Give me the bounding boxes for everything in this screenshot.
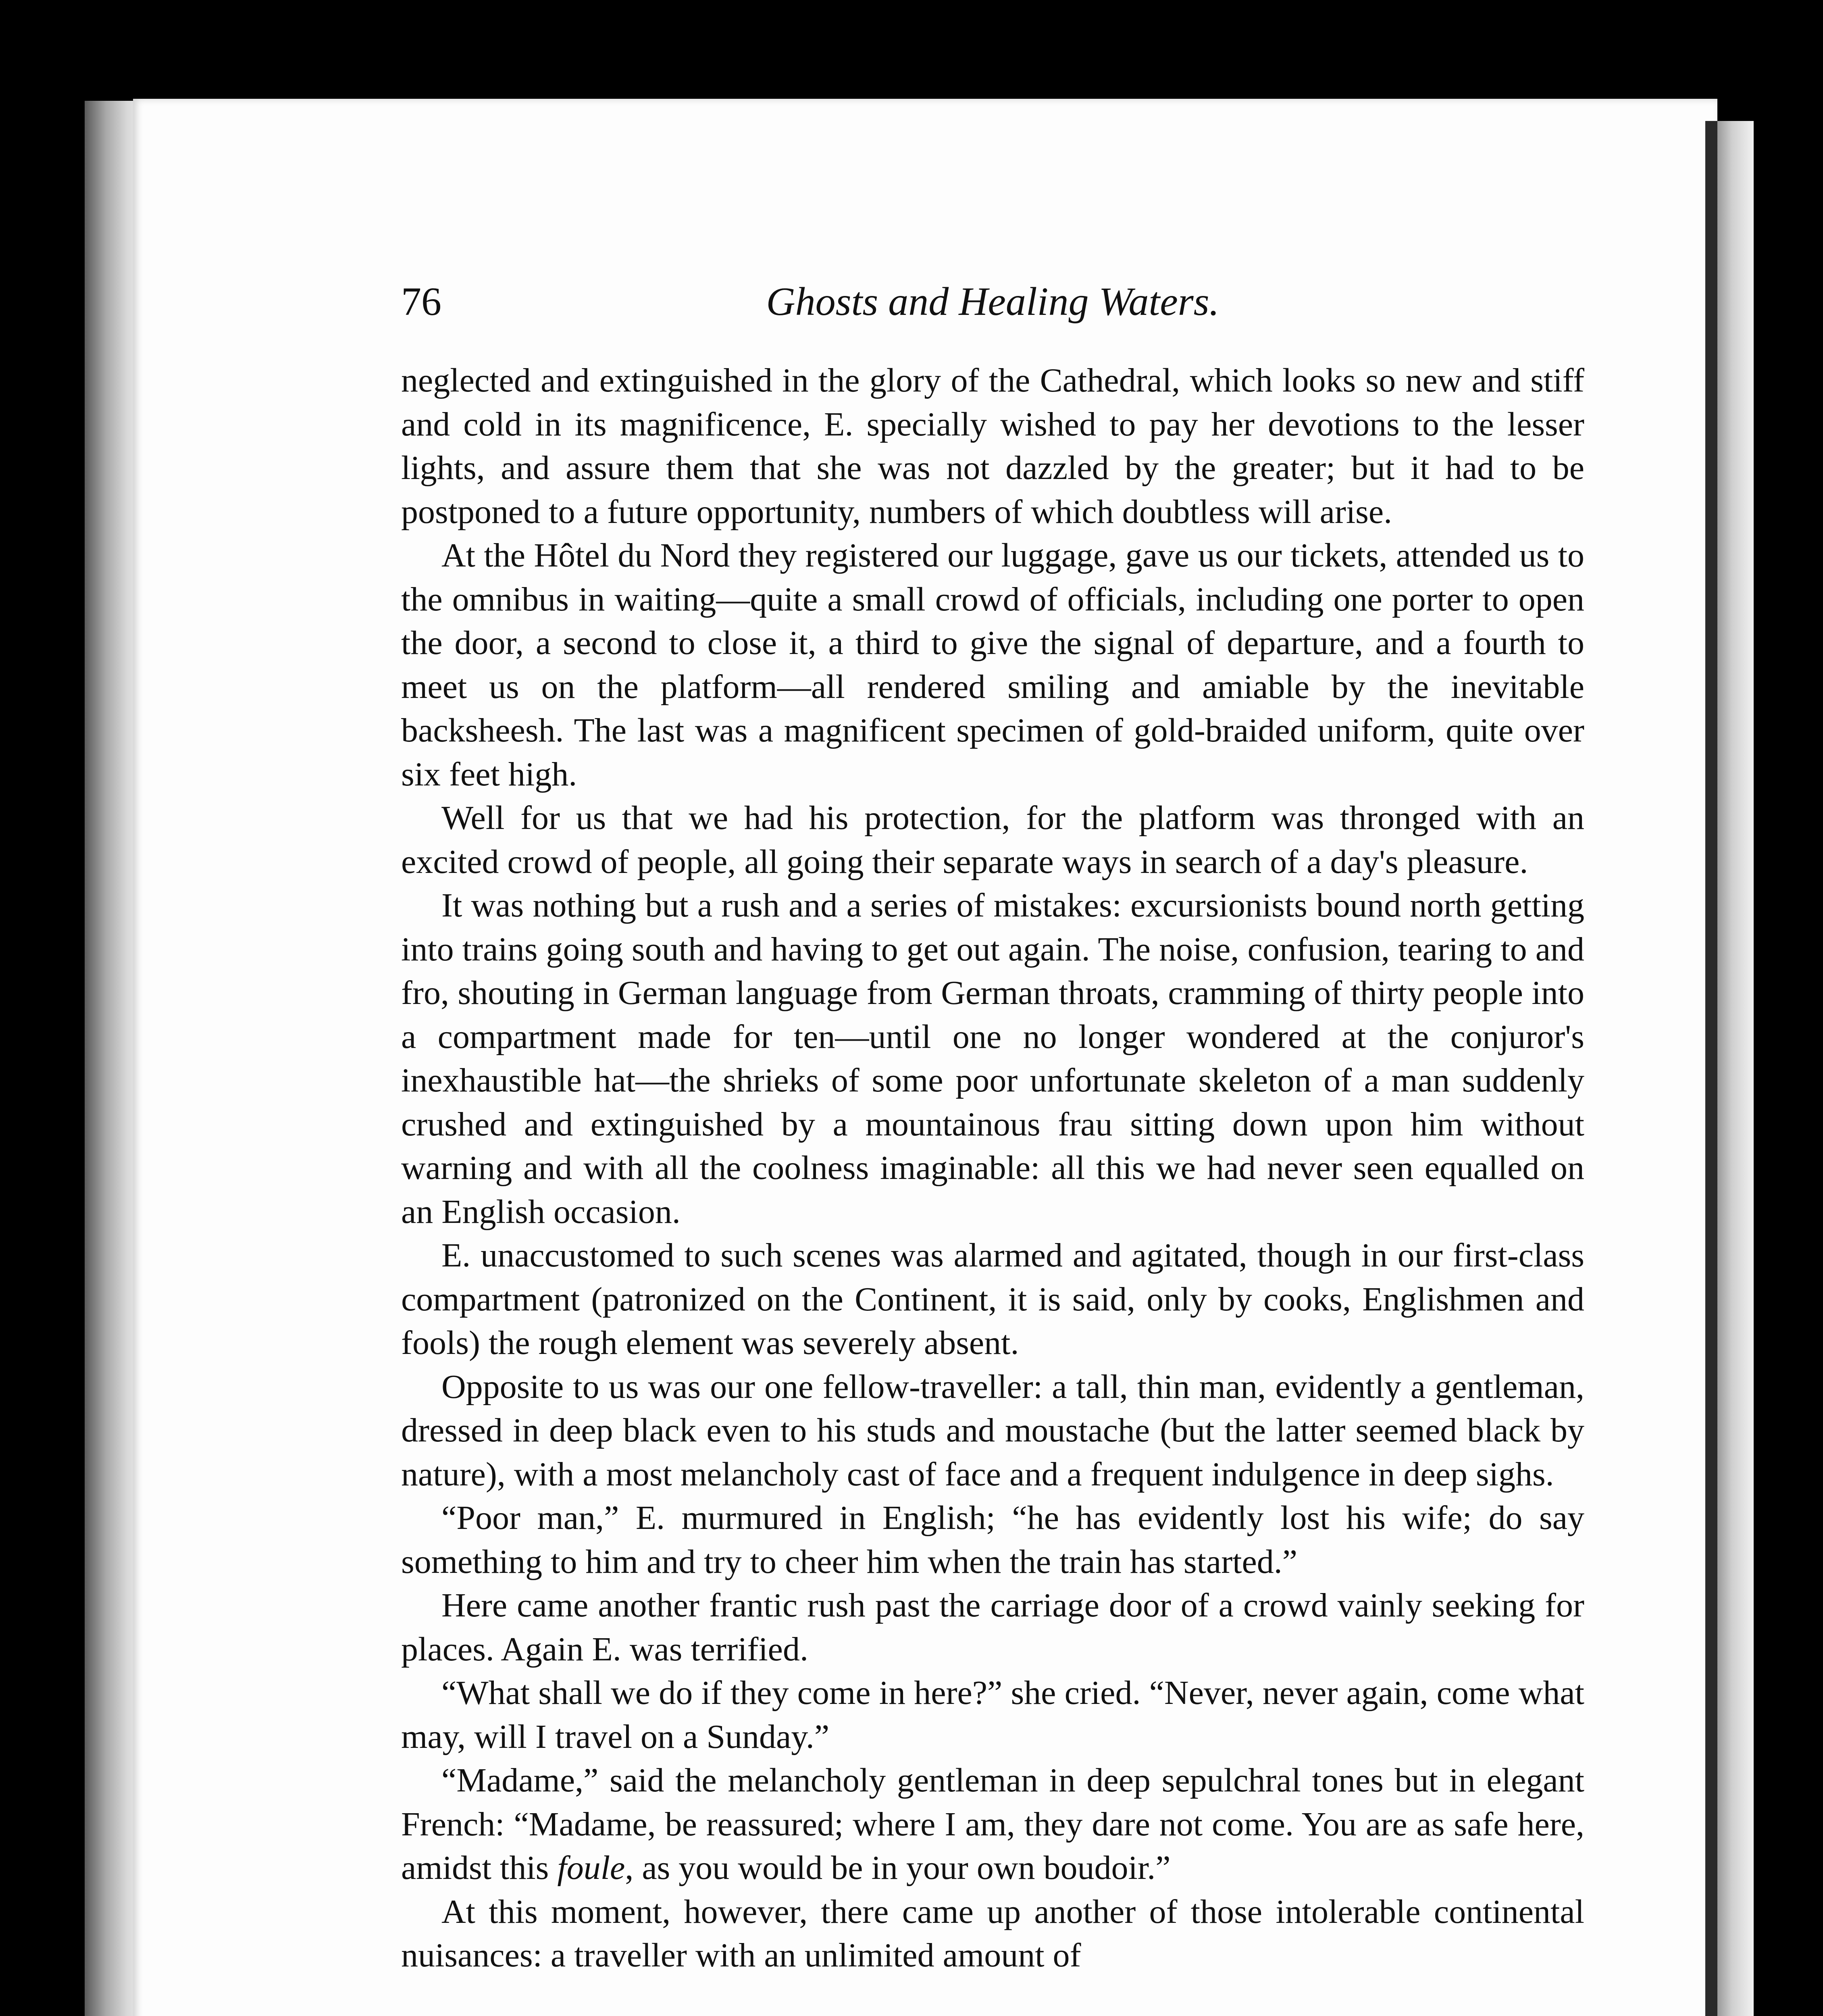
page-number: 76 [401,279,441,324]
italic-word: foule [557,1849,625,1887]
page-header [401,278,1584,331]
paragraph: E. unaccustomed to such scenes was alarmed and agitated, though in our first-class compartment (patronized on the Continent, it is said, only by cooks, Englishmen and fools) the rough element was severely absent. [401,1237,1584,1362]
paragraph: “Poor man,” E. murmured in English; “he has evidently lost his wife; do say something to him and try to cheer him when the train has started.” [401,1499,1584,1581]
paragraph: “What shall we do if they come in here?” she cried. “Never, never again, come what may, will I travel on a Sunday.” [401,1674,1584,1756]
body-text [401,359,1584,1978]
paragraph-text: “Madame,” said the melancholy gentleman in deep sepulchral tones but in elegant French: “Madame, be reassured; where I am, they dare not come. You are as safe here, amidst this [401,1762,1584,1887]
paragraph: At the Hôtel du Nord they registered our luggage, gave us our tickets, attended us to the omnibus in waiting—quite a small crowd of officials, including one porter to open the door, a second to close it, a third to give the signal of departure, and a fourth to meet us on the platform—all rendered smiling and amiable by the inevitable backsheesh. The last was a magnificent specimen of gold-braided uniform, quite over six feet high. [401,537,1584,793]
running-head: Ghosts and Healing Waters. [766,279,1219,324]
paragraph: Opposite to us was our one fellow-traveller: a tall, thin man, evidently a gentleman, dressed in deep black even to his studs and moustache (but the latter seemed black by nature), with a most melancholy cast of face and a frequent indulgence in deep sighs. [401,1368,1584,1493]
paragraph [401,1759,1584,1890]
paragraph: neglected and extinguished in the glory of the Cathedral, which looks so new and stiff and cold in its magnificence, E. specially wished to pay her devotions to the lesser lights, and assure them that she was not dazzled by the greater; but it had to be postponed to a future opportunity, numbers of which doubtless will arise. [401,362,1584,531]
paragraph: Here came another frantic rush past the carriage door of a crowd vainly seeking for places. Again E. was terrified. [401,1587,1584,1668]
paragraph: Well for us that we had his protection, for the platform was thronged with an excited crowd of people, all going their separate ways in search of a day's pleasure. [401,799,1584,881]
next-page-edge [1717,121,1754,2016]
paragraph-text: , as you would be in your own boudoir.” [625,1849,1171,1887]
paragraph: At this moment, however, there came up another of those intolerable continental nuisances: a traveller with an unlimited amount of [401,1893,1584,1974]
paragraph: It was nothing but a rush and a series of mistakes: excursionists bound north getting into trains going south and having to get out again. The noise, confusion, tearing to and fro, shouting in German language from German throats, cramming of thirty people into a compartment made for ten—until one no longer wondered at the conjuror's inexhaustible hat—the shrieks of some poor unfortunate skeleton of a man suddenly crushed and extinguished by a mountainous frau sitting down upon him without warning and with all the coolness imaginable: all this we had never seen equalled on an English occasion. [401,887,1584,1231]
